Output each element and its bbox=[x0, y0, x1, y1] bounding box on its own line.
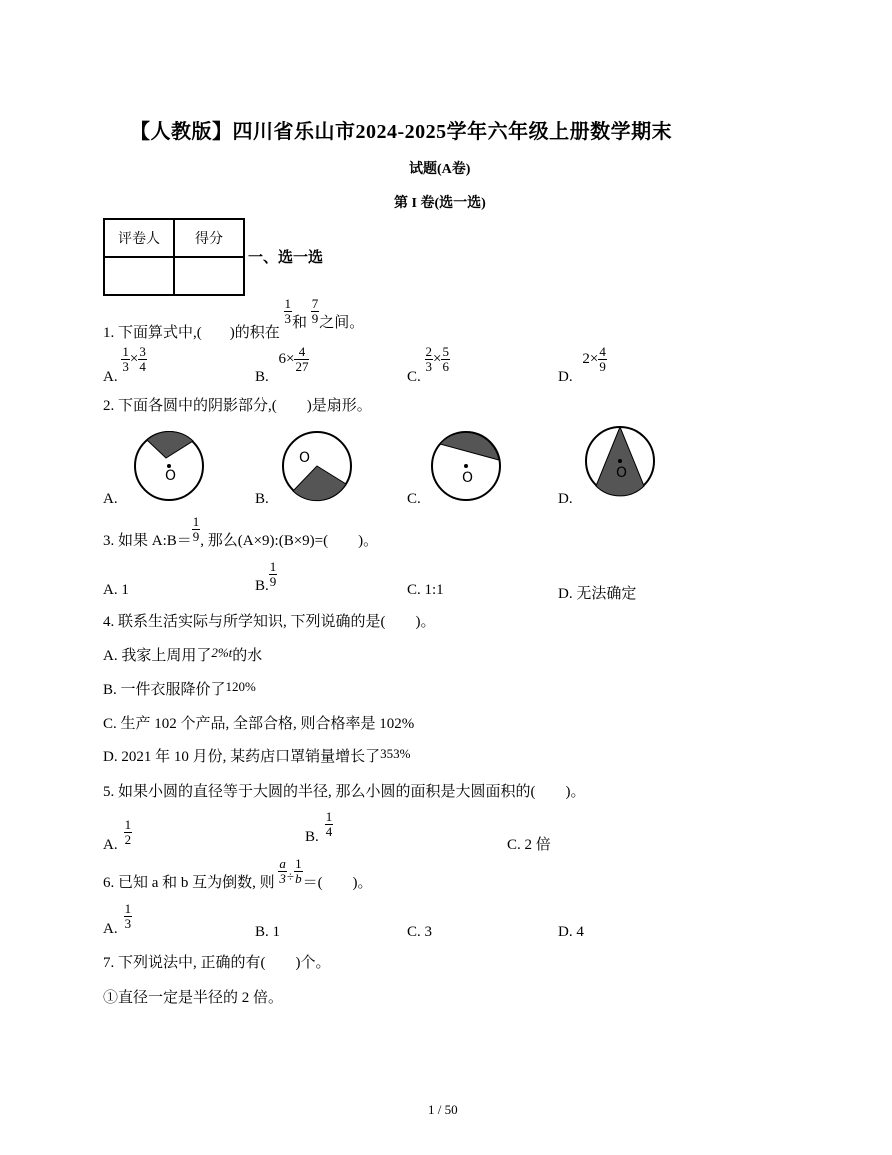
q4-option-d[interactable]: D. 2021 年 10 月份, 某药店口罩销量增长了353% bbox=[103, 746, 411, 765]
fraction-seven-ninths: $\frac{7}{9}$ bbox=[311, 296, 319, 326]
volume-heading: 第 I 卷(选一选) bbox=[394, 196, 486, 211]
question-5: 5. 如果小圆的直径等于大圆的半径, 那么小圆的面积是大圆面积的( )。 bbox=[103, 784, 586, 800]
q1-option-c[interactable]: C. $\frac{2}{3}$ × $\frac{5}{6}$ bbox=[407, 344, 449, 385]
q2-circle-d[interactable] bbox=[584, 425, 656, 497]
fraction-one-third: $\frac{1}{3}$ bbox=[284, 296, 291, 326]
score-table bbox=[103, 218, 245, 296]
section-heading: 一、选一选 bbox=[248, 250, 324, 266]
question-1: 1. 下面算式中,( )的积在 $\frac{1}{3}$ 和 $\frac{7}{9}$ 之间。 bbox=[103, 296, 365, 341]
center-label: O bbox=[165, 468, 177, 484]
grader-cell bbox=[104, 257, 174, 295]
q3-option-c[interactable]: C. 1:1 bbox=[407, 582, 444, 598]
score-header: 得分 bbox=[174, 219, 244, 257]
q1-option-d[interactable]: D. 2× $\frac{4}{9}$ bbox=[558, 344, 606, 385]
q2-option-d-label[interactable]: D. bbox=[558, 491, 573, 507]
q1-option-b[interactable]: B. 6× $\frac{4}{27}$ bbox=[255, 344, 309, 385]
score-cell bbox=[174, 257, 244, 295]
question-7: 7. 下列说法中, 正确的有( )个。 bbox=[103, 955, 331, 971]
q6-option-a[interactable]: A. $\frac{1}{3}$ bbox=[103, 901, 132, 937]
q5-option-a[interactable]: A. $\frac{1}{2}$ bbox=[103, 817, 132, 853]
q2-option-b-label[interactable]: B. bbox=[255, 491, 269, 507]
q2-circle-b[interactable] bbox=[281, 430, 353, 502]
q6-option-d[interactable]: D. 4 bbox=[558, 924, 584, 940]
q4-option-c[interactable]: C. 生产 102 个产品, 全部合格, 则合格率是 102% bbox=[103, 716, 415, 732]
q4-option-b[interactable]: B. 一件衣服降价了120% bbox=[103, 679, 256, 698]
q2-circle-c[interactable] bbox=[430, 430, 502, 502]
q3-option-a[interactable]: A. 1 bbox=[103, 582, 129, 598]
question-2: 2. 下面各圆中的阴影部分,( )是扇形。 bbox=[103, 398, 372, 414]
q2-option-a-label[interactable]: A. bbox=[103, 491, 118, 507]
q3-option-b[interactable]: B. $\frac{1}{9}$ bbox=[255, 559, 277, 594]
question-3: 3. 如果 A:B＝ $\frac{1}{9}$ , 那么(A×9):(B×9)=( )。 bbox=[103, 514, 379, 549]
center-label: O bbox=[616, 465, 628, 481]
page-number: 1 / 50 bbox=[428, 1102, 458, 1117]
grader-header: 评卷人 bbox=[104, 219, 174, 257]
center-label: O bbox=[299, 450, 311, 466]
q5-option-b[interactable]: B. $\frac{1}{4}$ bbox=[305, 809, 333, 845]
q6-option-c[interactable]: C. 3 bbox=[407, 924, 433, 940]
q2-option-c-label[interactable]: C. bbox=[407, 491, 421, 507]
question-4: 4. 联系生活实际与所学知识, 下列说确的是( )。 bbox=[103, 614, 436, 630]
fraction-one-ninth: $\frac{1}{9}$ bbox=[192, 514, 200, 544]
q6-option-b[interactable]: B. 1 bbox=[255, 924, 281, 940]
q7-statement-1: ①直径一定是半径的 2 倍。 bbox=[103, 990, 284, 1006]
document-subtitle: 试题(A卷) bbox=[409, 162, 471, 177]
q4-option-a[interactable]: A. 我家上周用了2%t的水 bbox=[103, 645, 263, 664]
q1-option-a[interactable]: A. $\frac{1}{3}$ × $\frac{3}{4}$ bbox=[103, 344, 146, 385]
document-title: 【人教版】四川省乐山市2024-2025学年六年级上册数学期末 bbox=[130, 121, 673, 143]
question-6: 6. 已知 a 和 b 互为倒数, 则 $\frac{a}{3}$ ÷ $\frac{1}{b}$ ＝( )。 bbox=[103, 856, 373, 891]
q3-option-d[interactable]: D. 无法确定 bbox=[558, 586, 637, 602]
q2-circle-a[interactable] bbox=[133, 430, 205, 502]
center-label: O bbox=[462, 470, 474, 486]
q5-option-c[interactable]: C. 2 倍 bbox=[507, 837, 551, 853]
